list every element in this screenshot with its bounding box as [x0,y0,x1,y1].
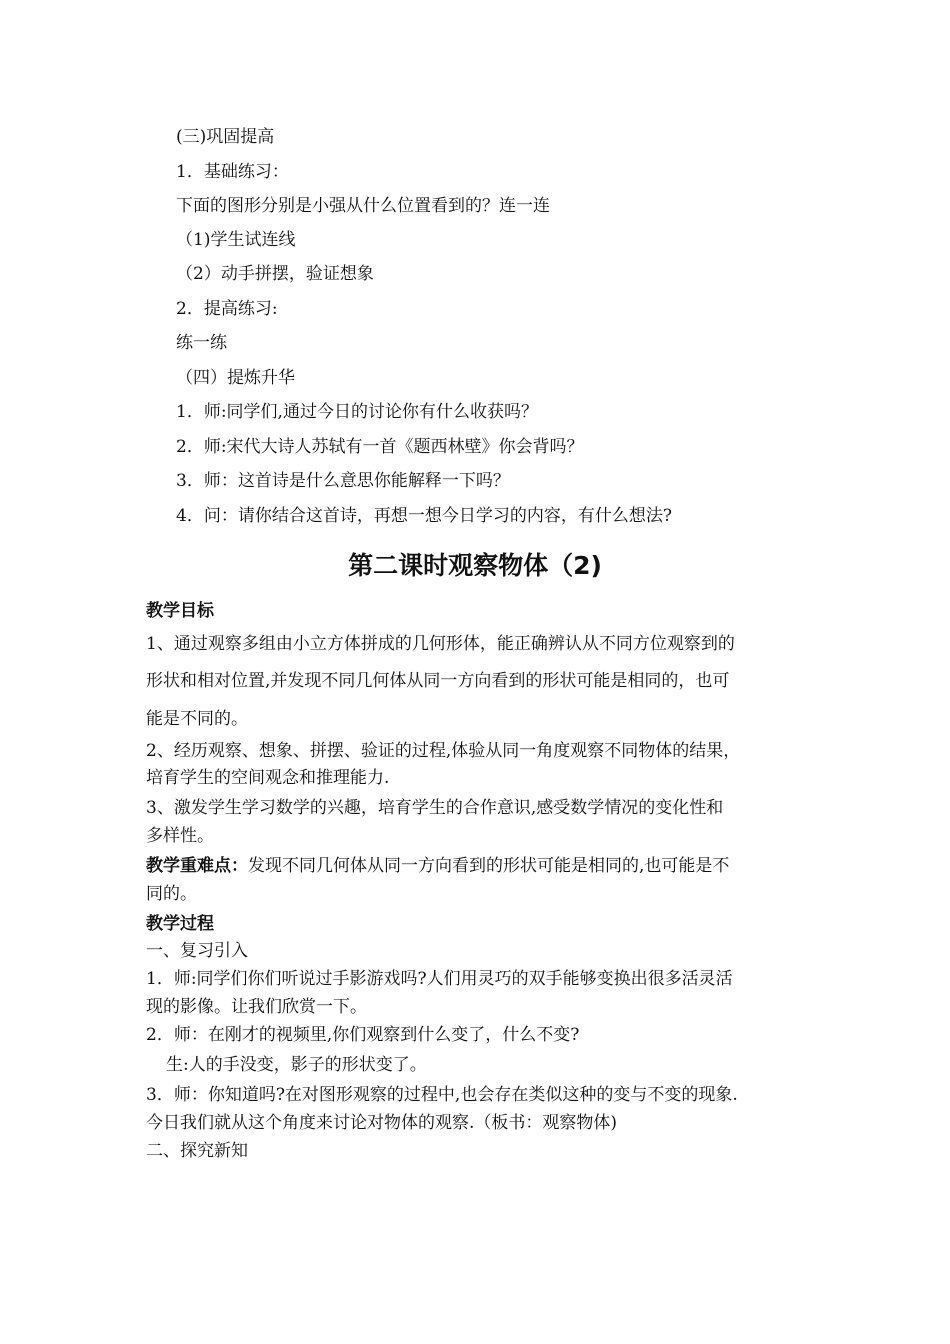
sub-item-2: （2）动手拼摆，验证想象 [176,264,374,284]
refine-item-2: 2．师:宋代大诗人苏轼有一首《题西林壁》你会背吗？ [176,437,584,457]
section-explore: 二、探究新知 [146,1141,248,1161]
lesson-title: 第二课时观察物体（2) [348,551,602,580]
goal-2-line-1: 2、经历观察、想象、拼摆、验证的过程,体验从同一角度观察不同物体的结果， [146,741,741,761]
item-advanced-practice: 2．提高练习: [176,299,278,319]
goal-1-line-1: 1、通过观察多组由小立方体拼成的几何形体，能正确辨认从不同方位观察到的 [146,634,735,654]
item-basic-practice: 1．基础练习： [176,162,289,182]
process-item-3-line-1: 3．师：你知道吗?在对图形观察的过程中,也会存在类似这种的变与不变的现象. [146,1085,738,1105]
sub-item-1: （1)学生试连线 [176,230,296,250]
goal-1-line-3: 能是不同的。 [146,709,248,729]
keypoints-line-1 [146,855,729,877]
section-review: 一、复习引入 [146,941,248,961]
refine-item-3: 3．师：这首诗是什么意思你能解释一下吗？ [176,471,510,491]
refine-item-1: 1．师:同学们,通过今日的讨论你有什么收获吗？ [176,402,538,422]
section-heading-refine: （四）提炼升华 [176,368,295,388]
goals-heading: 教学目标 [146,601,214,621]
question-text: 下面的图形分别是小强从什么位置看到的？连一连 [176,196,550,216]
process-item-2: 2．师：在刚才的视频里,你们观察到什么变了，什么不变? [146,1025,580,1045]
section-heading-consolidate: (三)巩固提高 [176,127,275,147]
goal-2-line-2: 培育学生的空间观念和推理能力. [146,768,390,788]
practice-label: 练一练 [176,333,227,353]
goal-1-line-2: 形状和相对位置,并发现不同几何体从同一方向看到的形状可能是相同的，也可 [146,671,730,691]
keypoints-text: 发现不同几何体从同一方向看到的形状可能是相同的,也可能是不 [248,856,730,876]
student-answer: 生:人的手没变，影子的形状变了。 [166,1055,427,1075]
process-item-1-line-2: 现的影像。让我们欣赏一下。 [146,997,367,1017]
goal-3-line-1: 3、激发学生学习数学的兴趣，培育学生的合作意识,感受数学情况的变化性和 [146,798,724,818]
keypoints-line-2: 同的。 [146,884,197,904]
process-heading: 教学过程 [146,914,214,934]
process-item-1-line-1: 1．师:同学们你们听说过手影游戏吗?人们用灵巧的双手能够变换出很多活灵活 [146,969,733,989]
goal-3-line-2: 多样性。 [146,826,214,846]
refine-item-4: 4．问：请你结合这首诗，再想一想今日学习的内容，有什么想法? [176,506,672,526]
keypoints-label: 教学重难点： [146,856,248,876]
process-item-3-line-2: 今日我们就从这个角度来讨论对物体的观察.（板书：观察物体) [146,1113,618,1133]
